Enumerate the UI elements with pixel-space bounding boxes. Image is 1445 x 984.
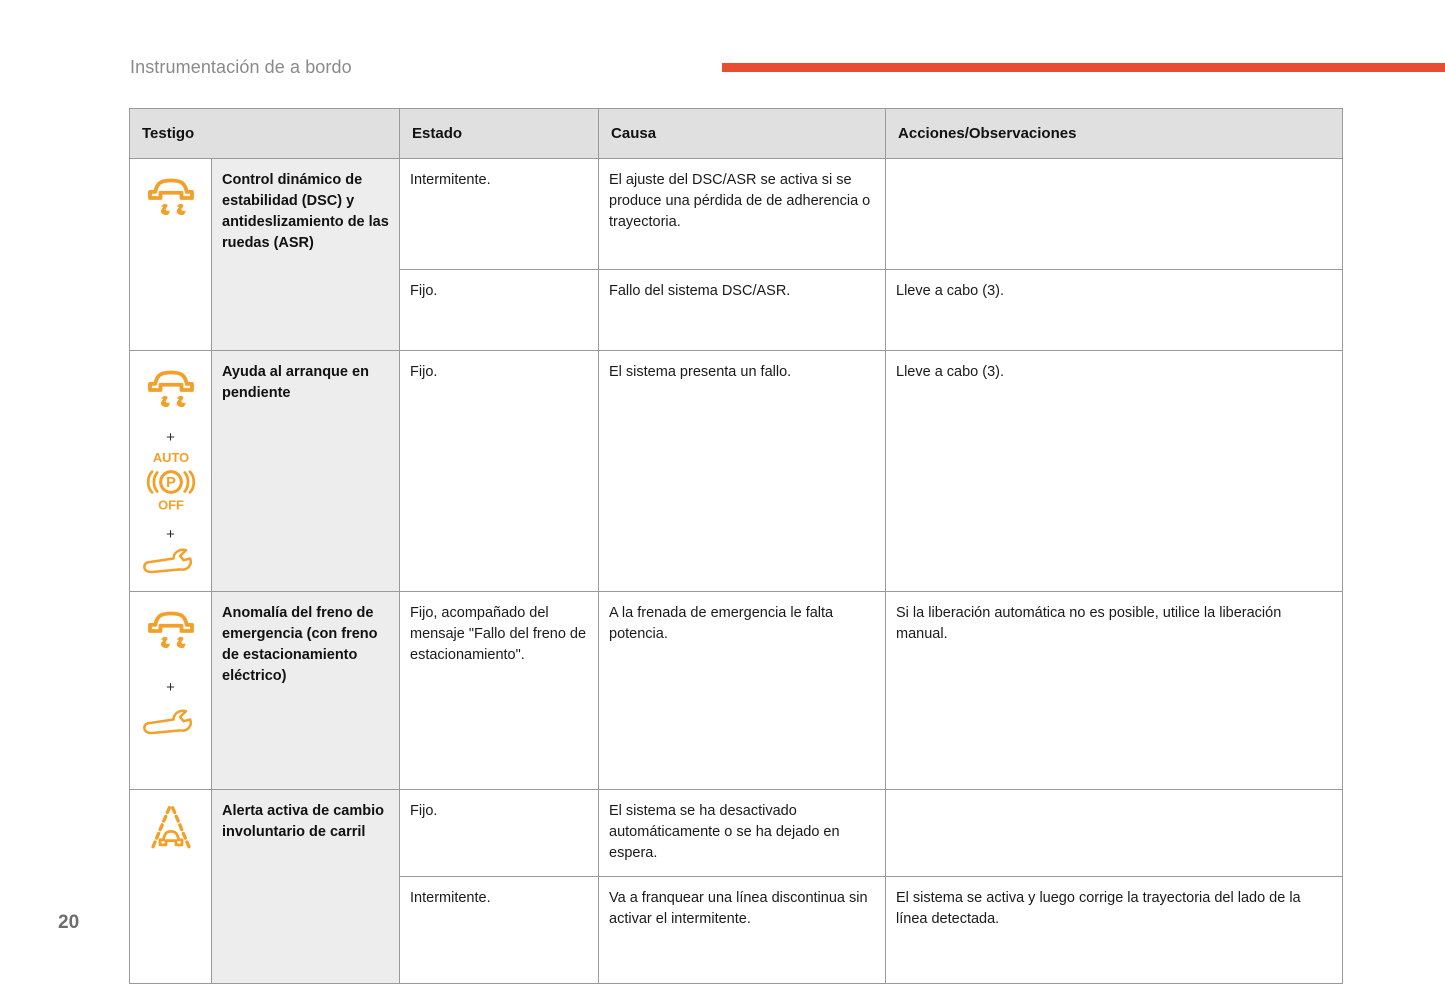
icon-stack	[140, 170, 201, 233]
wrench-icon	[140, 707, 202, 744]
testigo-name-dsc: Control dinámico de estabilidad (DSC) y antideslizamiento de las ruedas (ASR)	[212, 158, 400, 350]
table-body	[130, 158, 1343, 983]
causa-cell: El ajuste del DSC/ASR se activa si se produce una pérdida de de adherencia o trayectoria.	[599, 158, 886, 269]
estado-cell: Intermitente.	[400, 158, 599, 269]
auto-parking-brake-off-icon	[140, 449, 202, 522]
car-skid-icon	[143, 362, 199, 425]
column-header-acciones: Acciones/Observaciones	[886, 109, 1343, 159]
acciones-cell	[886, 789, 1343, 876]
testigo-name-emergency-brake: Anomalía del freno de emergencia (con freno de estacionamiento eléctrico)	[212, 591, 400, 789]
warning-lights-table	[129, 108, 1343, 984]
icon-cell-dsc	[130, 158, 212, 350]
testigo-name-lane-departure: Alerta activa de cambio involuntario de carril	[212, 789, 400, 983]
causa-cell: El sistema se ha desactivado automáticamente o se ha dejado en espera.	[599, 789, 886, 876]
icon-cell-emergency-brake	[130, 591, 212, 789]
column-header-estado: Estado	[400, 109, 599, 159]
testigo-name-hill-start: Ayuda al arranque en pendiente	[212, 350, 400, 591]
column-header-causa: Causa	[599, 109, 886, 159]
estado-cell: Fijo.	[400, 789, 599, 876]
estado-cell: Intermitente.	[400, 876, 599, 983]
svg-text:AUTO: AUTO	[152, 449, 189, 465]
causa-cell: El sistema presenta un fallo.	[599, 350, 886, 591]
estado-cell: Fijo.	[400, 350, 599, 591]
table-head	[130, 109, 1343, 159]
icon-stack	[140, 362, 201, 583]
lane-departure-icon	[144, 801, 198, 862]
causa-cell: Fallo del sistema DSC/ASR.	[599, 270, 886, 351]
header-accent-rule	[722, 63, 1445, 72]
icon-cell-lane-departure	[130, 789, 212, 983]
causa-cell: A la frenada de emergencia le falta potencia.	[599, 591, 886, 789]
estado-cell: Fijo, acompañado del mensaje "Fallo del freno de estacionamiento".	[400, 591, 599, 789]
icon-cell-hill-start	[130, 350, 212, 591]
page-header	[0, 0, 1445, 100]
causa-cell: Va a franquear una línea discontinua sin activar el intermitente.	[599, 876, 886, 983]
table-row	[130, 350, 1343, 591]
page-number: 20	[58, 912, 80, 933]
column-header-testigo: Testigo	[130, 109, 400, 159]
acciones-cell: Lleve a cabo (3).	[886, 350, 1343, 591]
estado-cell: Fijo.	[400, 270, 599, 351]
table-row	[130, 789, 1343, 876]
acciones-cell: Lleve a cabo (3).	[886, 270, 1343, 351]
acciones-cell: El sistema se activa y luego corrige la trayectoria del lado de la línea detectada.	[886, 876, 1343, 983]
acciones-cell: Si la liberación automática no es posible, utilice la liberación manual.	[886, 591, 1343, 789]
table-header-row	[130, 109, 1343, 159]
plus-separator-icon: +	[166, 428, 175, 446]
plus-separator-icon: +	[166, 678, 175, 696]
plus-separator-icon: +	[166, 525, 175, 543]
car-skid-icon	[143, 170, 199, 233]
warning-lights-table-wrap	[129, 108, 1342, 984]
wrench-icon	[140, 546, 202, 583]
page-title: Instrumentación de a bordo	[130, 57, 352, 77]
acciones-cell	[886, 158, 1343, 269]
icon-stack	[140, 603, 201, 744]
icon-stack	[140, 801, 201, 862]
table-row	[130, 158, 1343, 269]
svg-text:OFF: OFF	[157, 497, 184, 513]
car-skid-icon	[143, 603, 199, 666]
table-row	[130, 591, 1343, 789]
svg-text:P: P	[165, 474, 176, 491]
